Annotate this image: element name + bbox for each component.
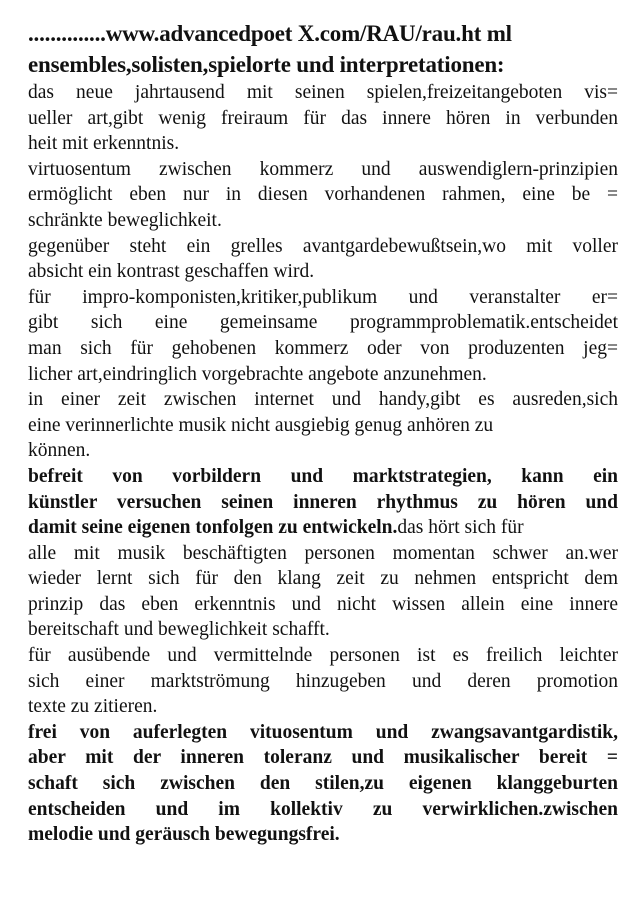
bold-text-line: aber mit der inneren toleranz und musikalischer bereit = — [28, 747, 618, 769]
text-line: sich einer marktströmung hinzugeben und deren promotion — [28, 670, 618, 692]
bold-text-fragment: damit seine eigenen tonfolgen zu entwickeln. — [28, 517, 398, 539]
text-line: für impro-komponisten,kritiker,publikum und veranstalter er= — [28, 286, 618, 308]
text-line: in einer zeit zwischen internet und handy,gibt es ausreden,sich — [28, 389, 618, 411]
text-line: texte zu zitieren. — [28, 696, 158, 718]
text-line: prinzip das eben erkenntnis und nicht wissen allein eine innere — [28, 593, 618, 615]
document-page — [28, 18, 618, 848]
mixed-text-line — [28, 515, 618, 541]
text-line: alle mit musik beschäftigten personen momentan schwer an.wer — [28, 542, 618, 564]
text-line: man sich für gehobenen kommerz oder von produzenten jeg= — [28, 337, 618, 359]
bold-text-line: frei von auferlegten vituosentum und zwangsavantgardistik, — [28, 721, 618, 743]
heading — [28, 18, 618, 80]
bold-text-line: melodie und geräusch bewegungsfrei. — [28, 824, 340, 846]
text-line: das neue jahrtausend mit seinen spielen,freizeitangeboten vis= — [28, 82, 618, 103]
bold-text-line: schaft sich zwischen den stilen,zu eigenen klanggeburten — [28, 773, 618, 795]
text-fragment: das hört sich für — [397, 517, 524, 539]
text-line: gibt sich eine gemeinsame programmproblematik.entscheidet — [28, 312, 618, 334]
text-line: gegenüber steht ein grelles avantgardebewußtsein,wo mit voller — [28, 235, 618, 257]
text-line: heit mit erkenntnis. — [28, 133, 180, 155]
text-line: schränkte beweglichkeit. — [28, 209, 222, 231]
text-line: virtuosentum zwischen kommerz und auswendiglern-prinzipien — [28, 158, 618, 180]
text-line: licher art,eindringlich vorgebrachte angebote anzunehmen. — [28, 363, 487, 385]
text-line: absicht ein kontrast geschaffen wird. — [28, 261, 315, 283]
text-line: ermöglicht eben nur in diesen vorhandenen rahmen, eine be = — [28, 184, 618, 206]
text-line: ueller art,gibt wenig freiraum für das innere hören in verbunden — [28, 107, 618, 129]
text-line: wieder lernt sich für den klang zeit zu nehmen entspricht dem — [28, 568, 618, 590]
text-line: können. — [28, 440, 91, 462]
heading-subject-line: ensembles,solisten,spielorte und interpretationen: — [28, 52, 505, 77]
text-line: für ausübende und vermittelnde personen ist es freilich leichter — [28, 645, 618, 667]
bold-text-line: entscheiden und im kollektiv zu verwirklichen.zwischen — [28, 798, 618, 820]
text-line: bereitschaft und beweglichkeit schafft. — [28, 619, 330, 641]
body-text — [28, 80, 618, 848]
bold-text-line: befreit von vorbildern und marktstrategien, kann ein — [28, 465, 618, 487]
heading-url-line: ..............www.advancedpoet X.com/RAU/rau.ht ml — [28, 21, 512, 46]
text-line: eine verinnerlichte musik nicht ausgiebig genug anhören zu — [28, 414, 494, 436]
bold-text-line: künstler versuchen seinen inneren rhythmus zu hören und — [28, 491, 618, 513]
